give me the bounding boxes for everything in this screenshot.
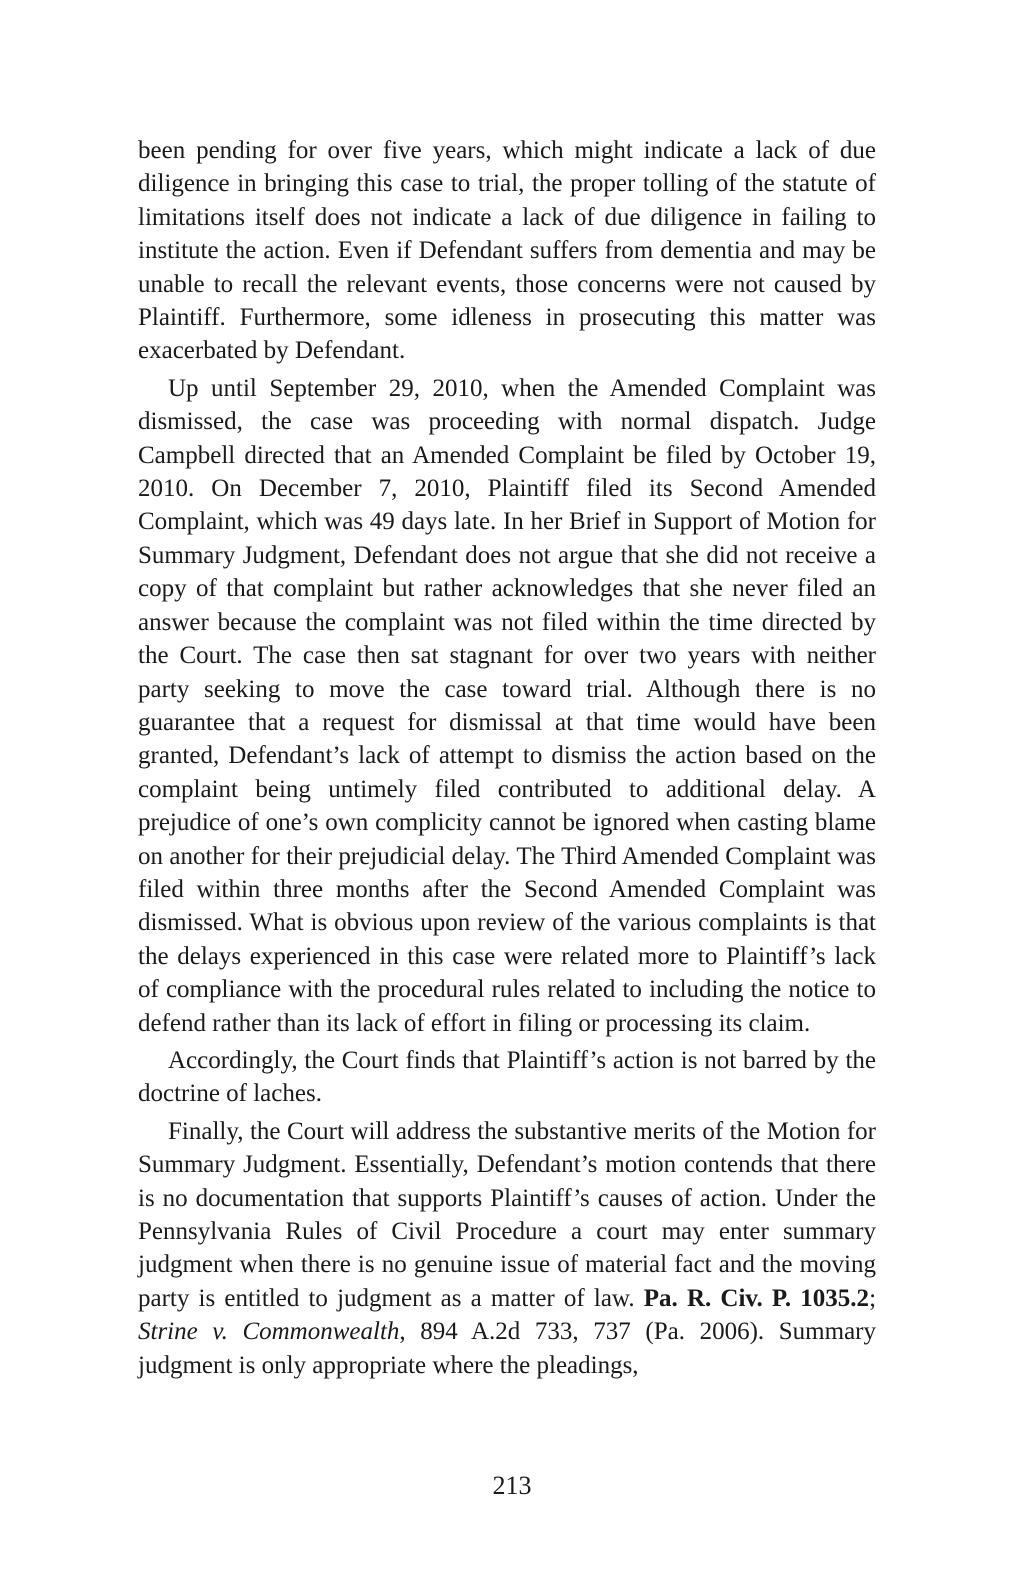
paragraph-text-before-citation: Finally, the Court will address the substantive merits of the Motion for Summary Judgment. Essentially, Defendant’s motion contends that there is no documentation that supports Plaintiff’s causes of action. Under the Pennsylvania Rules of Civil Procedure a court may enter summary judgment when there is no genuine issue of material fact and the moving party is entitled to judgment as a matter of law. bbox=[138, 1117, 876, 1312]
case-name-citation: Strine v. Commonwealth bbox=[138, 1318, 400, 1346]
paragraph-procedural-history: Up until September 29, 2010, when the Amended Complaint was dismissed, the case was proceeding with normal dispatch. Judge Campbell directed that an Amended Complaint be filed by October 19, 2010. On December 7, 2010, Plaintiff filed its Second Amended Complaint, which was 49 days late. In her Brief in Support of Motion for Summary Judgment, Defendant does not argue that she did not receive a copy of that complaint but rather acknowledges that she never filed an answer because the complaint was not filed within the time directed by the Court. The case then sat stagnant for over two years with neither party seeking to move the case toward trial. Although there is no guarantee that a request for dismissal at that time would have been granted, Defendant’s lack of attempt to dismiss the action based on the complaint being untimely filed contributed to additional delay. A prejudice of one’s own complicity cannot be ignored when casting blame on another for their prejudicial delay. The Third Amended Complaint was filed within three months after the Second Amended Complaint was dismissed. What is obvious upon review of the various complaints is that the delays experienced in this case were related more to Plaintiff’s lack of compliance with the procedural rules related to including the notice to defend rather than its lack of effort in filing or processing its claim. bbox=[138, 374, 876, 1037]
paragraph-text-after-citation: , 894 A.2d 733, 737 (Pa. 2006). Summary judgment is only appropriate where the pleadings, bbox=[138, 1318, 876, 1379]
page-number: 213 bbox=[492, 1471, 532, 1500]
paragraph-summary-judgment bbox=[138, 1115, 876, 1382]
paragraph-laches-conclusion: Accordingly, the Court finds that Plaintiff’s action is not barred by the doctrine of laches. bbox=[138, 1046, 876, 1108]
rule-citation: Pa. R. Civ. P. 1035.2 bbox=[643, 1284, 870, 1312]
paragraph-due-diligence: been pending for over five years, which might indicate a lack of due diligence in bringing this case to trial, the proper tolling of the statute of limitations itself does not indicate a lack of due diligence in failing to institute the action. Even if Defendant suffers from dementia and may be unable to recall the relevant events, those concerns were not caused by Plaintiff. Furthermore, some idleness in prosecuting this matter was exacerbated by Defendant. bbox=[138, 137, 876, 365]
document-body bbox=[138, 134, 876, 1382]
citation-separator: ; bbox=[869, 1284, 877, 1312]
